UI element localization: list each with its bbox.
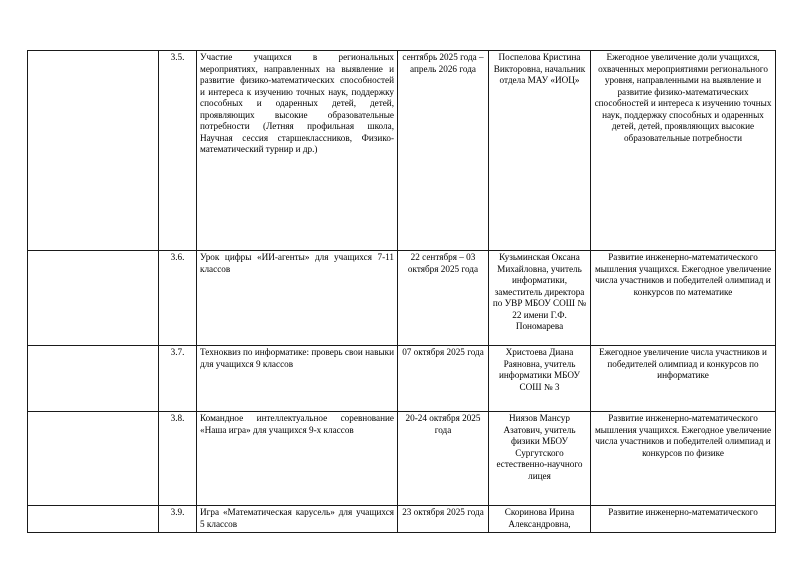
cell-responsible: Скоринова Ирина Александровна, <box>489 506 591 533</box>
cell-result: Развитие инженерно-математического мышления учащихся. Ежегодное увеличение числа участников и победителей олимпиад и конкурсов по физике <box>591 412 776 506</box>
table-row <box>28 346 776 412</box>
cell-result: Развитие инженерно-математического мышления учащихся. Ежегодное увеличение числа участников и победителей олимпиад и конкурсов по математике <box>591 251 776 346</box>
cell-number: 3.8. <box>159 412 197 506</box>
cell-date: 07 октября 2025 года <box>398 346 489 412</box>
cell-number: 3.9. <box>159 506 197 533</box>
cell-activity: Урок цифры «ИИ-агенты» для учащихся 7-11 классов <box>197 251 398 346</box>
cell-responsible: Поспелова Кристина Викторовна, начальник отдела МАУ «ИОЦ» <box>489 51 591 251</box>
table-body <box>28 51 776 533</box>
cell-date: сентябрь 2025 года – апрель 2026 года <box>398 51 489 251</box>
activity-plan-table <box>27 50 776 533</box>
cell-category <box>28 251 159 346</box>
cell-activity: Командное интеллектуальное соревнование «Наша игра» для учащихся 9-х классов <box>197 412 398 506</box>
cell-result: Ежегодное увеличение доли учащихся, охваченных мероприятиями регионального уровня, направленными на выявление и развитие физико-математических способностей и интереса к изучению точных наук, поддержку способных и одаренных детей, детей, проявляющих высокие образовательные потребности <box>591 51 776 251</box>
cell-category <box>28 346 159 412</box>
cell-activity: Техноквиз по информатике: проверь свои навыки для учащихся 9 классов <box>197 346 398 412</box>
cell-category <box>28 506 159 533</box>
cell-date: 20-24 октября 2025 года <box>398 412 489 506</box>
cell-activity: Участие учащихся в региональных мероприятиях, направленных на выявление и развитие физико-математических способностей и интереса к изучению точных наук, поддержку способных и одаренных детей, детей, проявляющих высокие образовательные потребности (Летняя профильная школа, Научная сессия старшеклассников, Физико-математический турнир и др.) <box>197 51 398 251</box>
cell-number: 3.6. <box>159 251 197 346</box>
cell-result: Ежегодное увеличение числа участников и победителей олимпиад и конкурсов по информатике <box>591 346 776 412</box>
cell-responsible: Ниязов Мансур Азатович, учитель физики МБОУ Сургутского естественно-научного лицея <box>489 412 591 506</box>
cell-category <box>28 412 159 506</box>
table-row <box>28 412 776 506</box>
table-row <box>28 251 776 346</box>
cell-number: 3.7. <box>159 346 197 412</box>
cell-category <box>28 51 159 251</box>
cell-activity: Игра «Математическая карусель» для учащихся 5 классов <box>197 506 398 533</box>
cell-date: 22 сентября – 03 октября 2025 года <box>398 251 489 346</box>
cell-responsible: Христоева Диана Раяновна, учитель информатики МБОУ СОШ № 3 <box>489 346 591 412</box>
cell-result: Развитие инженерно-математического <box>591 506 776 533</box>
table-row <box>28 51 776 251</box>
table-row <box>28 506 776 533</box>
cell-number: 3.5. <box>159 51 197 251</box>
cell-date: 23 октября 2025 года <box>398 506 489 533</box>
cell-responsible: Кузьминская Оксана Михайловна, учитель информатики, заместитель директора по УВР МБОУ СОШ № 22 имени Г.Ф. Пономарева <box>489 251 591 346</box>
